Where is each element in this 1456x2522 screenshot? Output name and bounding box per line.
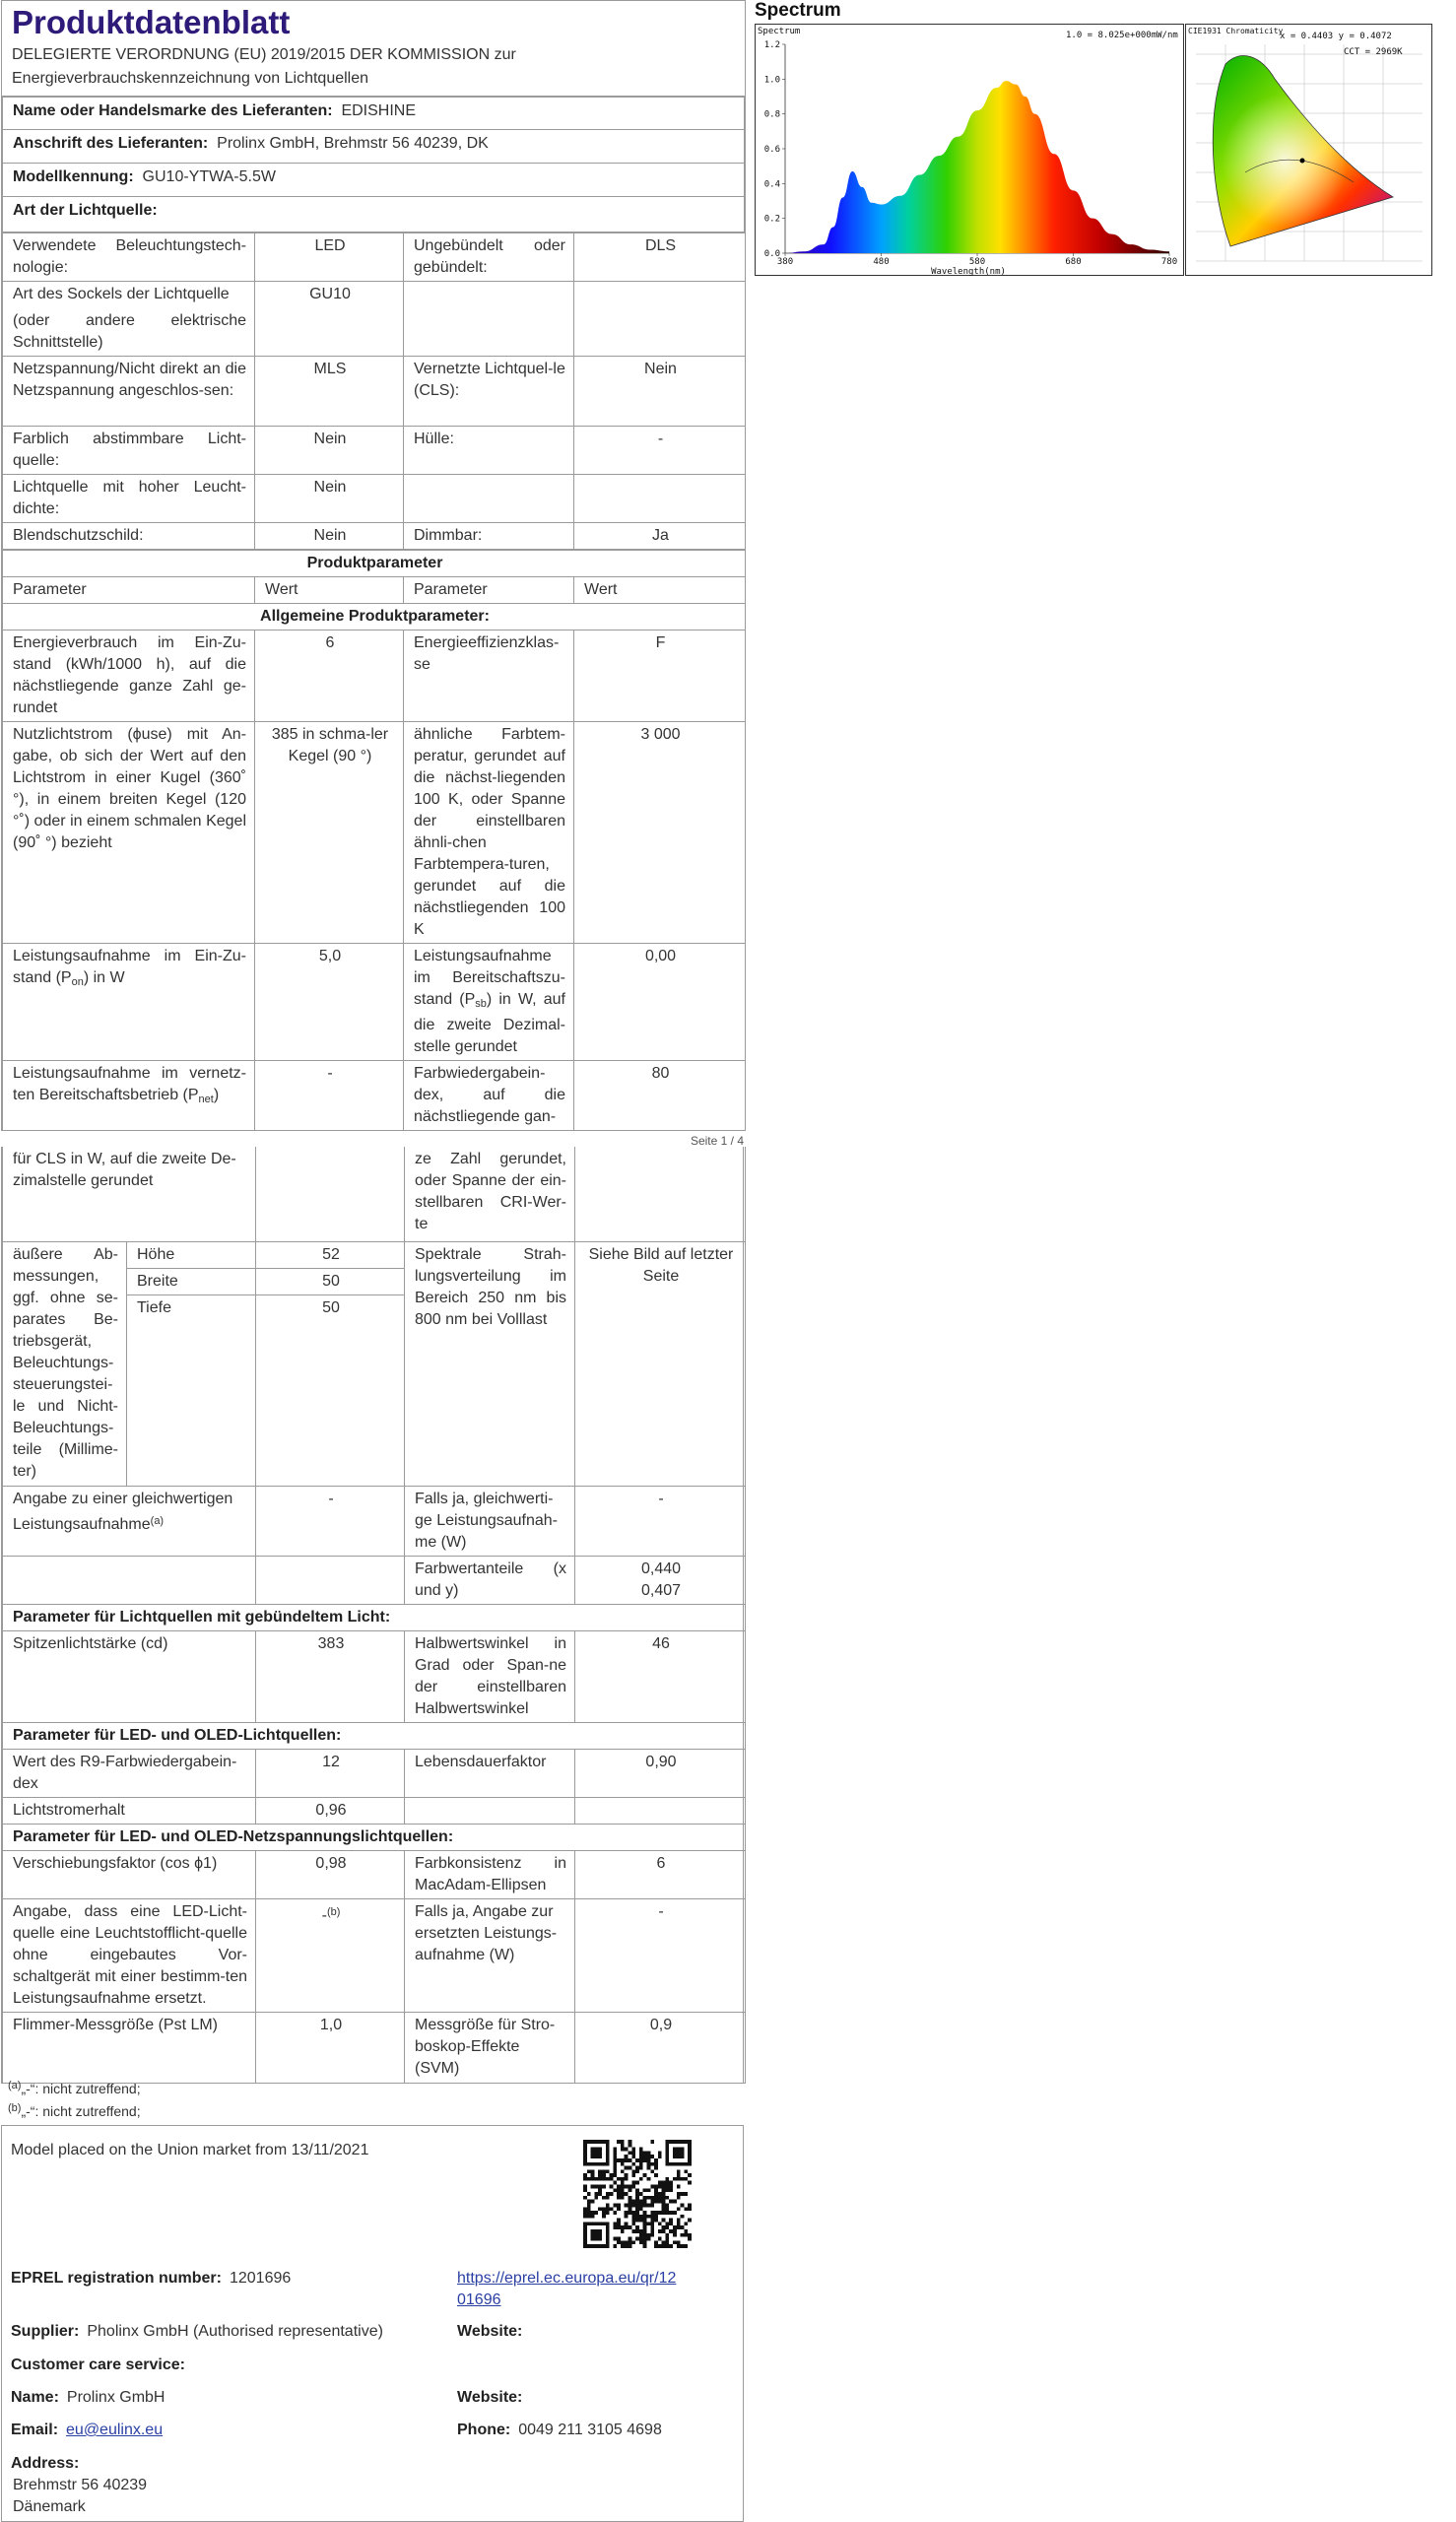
param-cell: Falls ja, Angabe zur ersetzten Leistungs-aufnahme (W) <box>405 1898 575 2012</box>
general-parameters-heading: Allgemeine Produktparameter: <box>3 604 746 630</box>
value-text: - <box>321 1906 327 1924</box>
table-row <box>3 1797 746 1824</box>
value-cell <box>574 475 746 523</box>
footnote-ref: (a) <box>150 1514 165 1527</box>
table-row <box>3 523 746 550</box>
param-cell: Energieeffizienzklas-se <box>404 630 574 722</box>
y-tick-label: 0.0 <box>763 249 780 259</box>
spectrum-inner-label: Spectrum <box>758 27 801 36</box>
value-cell: 0,90 <box>575 1749 746 1797</box>
column-header-row <box>3 577 746 604</box>
eprel-number <box>11 2268 291 2290</box>
param-cell: Verwendete Beleuchtungstech-nologie: <box>3 233 255 282</box>
param-cell: Flimmer-Messgröße (Pst LM) <box>3 2012 256 2083</box>
value-cell: 383 <box>256 1630 405 1722</box>
value-cell: 46 <box>575 1630 746 1722</box>
datasheet-page-1 <box>1 0 746 1131</box>
directional-heading: Parameter für Lichtquellen mit gebündeltem Licht: <box>3 1604 746 1630</box>
supplier-name-value: EDISHINE <box>341 102 417 120</box>
param-text: Leistungsaufnahme im Bereitschaftszu-stand (P <box>414 948 565 1009</box>
eprel-link[interactable] <box>457 2268 676 2311</box>
value-cell <box>256 1147 405 1241</box>
email-link[interactable]: eu@eulinx.eu <box>66 2422 164 2438</box>
light-source-type-heading <box>3 197 745 232</box>
param-cell <box>404 475 574 523</box>
value-cell: 1,0 <box>256 2012 405 2083</box>
param-text-sub: (oder andere elektrische Schnittstelle) <box>13 312 246 352</box>
y-tick-label: 0.8 <box>763 109 780 120</box>
param-subscript: sb <box>475 998 487 1011</box>
value-cell: - <box>575 1486 746 1556</box>
website-label: Website: <box>457 2323 523 2340</box>
table-row <box>3 944 746 1061</box>
customer-care-label: Customer care service: <box>11 2356 185 2373</box>
y-tick-label: 0.2 <box>763 214 780 225</box>
chromaticity-x: 0,440 <box>640 1560 682 1577</box>
value-cell: 0,96 <box>256 1797 405 1824</box>
address-heading <box>11 2453 87 2475</box>
param-cell: Wert des R9-Farbwiedergabein-dex <box>3 1749 256 1797</box>
value-cell: F <box>574 630 746 722</box>
cie-svg <box>1186 25 1433 277</box>
page-number: Seite 1 / 4 <box>690 1134 744 1148</box>
value-cell: Nein <box>574 357 746 427</box>
header <box>2 0 745 97</box>
value-cell: MLS <box>255 357 404 427</box>
value-cell <box>256 1898 405 2012</box>
address-line-1: Brehmstr 56 40239 <box>13 2477 148 2493</box>
supplier-table <box>2 97 745 232</box>
table-row <box>3 282 746 357</box>
param-cell: Blendschutzschild: <box>3 523 255 550</box>
y-tick-label: 1.0 <box>763 75 780 86</box>
table-row <box>3 1061 746 1131</box>
table-row <box>3 475 746 523</box>
value-cell: LED <box>255 233 404 282</box>
param-cell: Vernetzte Lichtquel-le (CLS): <box>404 357 574 427</box>
website-line-1 <box>457 2321 530 2343</box>
param-cell: ze Zahl gerundet, oder Spanne der ein-stellbaren CRI-Wer-te <box>405 1147 575 1241</box>
value-cell: DLS <box>574 233 746 282</box>
regulation-line-1: DELEGIERTE VERORDNUNG (EU) 2019/2015 DER KOMMISSION zur <box>12 45 516 63</box>
eprel-info-box <box>1 2125 744 2522</box>
footnote-b-text: „-“: nicht zutreffend; <box>21 2103 141 2119</box>
value-cell: 3 000 <box>574 722 746 944</box>
phone-value: 0049 211 3105 4698 <box>518 2422 662 2438</box>
param-cell: Falls ja, gleichwerti-ge Leistungsaufnah-me (W) <box>405 1486 575 1556</box>
chromaticity-point <box>1300 159 1305 164</box>
footnotes <box>8 2076 141 2121</box>
y-tick-label: 0.4 <box>763 179 780 190</box>
supplier-address-value: Prolinx GmbH, Brehmstr 56 40239, DK <box>217 135 489 153</box>
website-label: Website: <box>457 2389 523 2406</box>
dimension-height-value: 52 <box>256 1241 405 1268</box>
x-tick-label: 680 <box>1065 257 1082 267</box>
value-cell <box>575 1147 746 1241</box>
value-cell: - <box>255 1061 404 1131</box>
param-cell: Spitzenlichtstärke (cd) <box>3 1630 256 1722</box>
y-tick-label: 0.6 <box>763 145 780 155</box>
param-subscript: net <box>198 1094 214 1106</box>
param-text: ) in W <box>83 969 125 987</box>
footnote-ref: (b) <box>326 1905 341 1918</box>
param-cell <box>3 944 255 1061</box>
column-header-value: Wert <box>574 577 746 604</box>
name-line <box>11 2387 165 2409</box>
param-cell <box>404 944 574 1061</box>
cie-cct-readout: CCT = 2969K <box>1344 47 1403 57</box>
model-row <box>3 164 745 197</box>
cie-chart <box>1185 24 1432 276</box>
cie-xy-readout: x = 0.4403 y = 0.4072 <box>1280 32 1392 41</box>
param-cell: Nutzlichtstrom (ϕuse) mit An-gabe, ob sich der Wert auf den Lichtstrom in einer Kugel (360˚ °), in einem breiten Kegel (120 °˚) oder in einem schmalen Kegel (90˚ °) bezieht <box>3 722 255 944</box>
param-cell: Angabe, dass eine LED-Licht-quelle eine Leuchtstofflicht-quelle ohne eingebautes Vor-schaltgerät mit einer bestimm-ten Leistungsaufnahme ersetzt. <box>3 1898 256 2012</box>
value-cell: - <box>256 1486 405 1556</box>
chromaticity-y: 0,407 <box>640 1581 682 1599</box>
param-text: Art des Sockels der Lichtquelle <box>13 286 230 303</box>
param-cell: Netzspannung/Nicht direkt an die Netzspannung angeschlos-sen: <box>3 357 255 427</box>
supplier-value: Pholinx GmbH (Authorised representative) <box>87 2323 383 2340</box>
table-row <box>3 1749 746 1797</box>
spectrum-area <box>785 81 1169 253</box>
dimension-width-label: Breite <box>127 1268 256 1294</box>
chromaticity-value <box>575 1556 746 1604</box>
param-cell: Energieverbrauch im Ein-Zu-stand (kWh/1000 h), auf die nächstliegende ganze Zahl ge-rundet <box>3 630 255 722</box>
param-cell <box>3 282 255 357</box>
dimension-height-label: Höhe <box>127 1241 256 1268</box>
supplier-name-label: Name oder Handelsmarke des Lieferanten: <box>13 102 333 120</box>
value-cell: - <box>574 427 746 475</box>
param-cell <box>3 1061 255 1131</box>
table-row <box>3 630 746 722</box>
column-header-value: Wert <box>255 577 404 604</box>
address-line-2: Dänemark <box>13 2498 86 2515</box>
light-source-type-label: Art der Lichtquelle: <box>13 202 158 220</box>
led-heading: Parameter für LED- und OLED-Lichtquellen: <box>3 1722 746 1749</box>
x-tick-label: 580 <box>968 257 986 267</box>
spectrum-svg <box>756 25 1185 277</box>
name-label: Name: <box>11 2389 59 2406</box>
supplier-address-row <box>3 130 745 164</box>
light-source-type-table <box>2 232 746 550</box>
dimensions-label: äußere Ab-messungen, ggf. ohne se-parates Be-triebsgerät, Beleuchtungs-steuerungstei-le und Nicht-Beleuchtungs-teile (Millime-ter) <box>3 1241 127 1486</box>
value-cell: 6 <box>255 630 404 722</box>
email-label: Email: <box>11 2422 59 2438</box>
value-cell <box>574 282 746 357</box>
param-cell: Dimmbar: <box>404 523 574 550</box>
customer-care-line <box>11 2355 193 2376</box>
value-cell: 0,98 <box>256 1850 405 1898</box>
value-cell <box>575 1797 746 1824</box>
param-cell: Farblich abstimmbare Licht-quelle: <box>3 427 255 475</box>
regulation-line-2: Energieverbrauchskennzeichnung von Lichtquellen <box>12 69 369 87</box>
param-cell <box>3 1556 256 1604</box>
name-value: Prolinx GmbH <box>66 2389 165 2406</box>
phone-label: Phone: <box>457 2422 511 2438</box>
value-cell: 12 <box>256 1749 405 1797</box>
spectral-distribution-label: Spektrale Strah-lungsverteilung im Bereich 250 nm bis 800 nm bei Volllast <box>405 1241 575 1486</box>
address-label: Address: <box>11 2455 80 2472</box>
value-cell: 0,9 <box>575 2012 746 2083</box>
eprel-label: EPREL registration number: <box>11 2270 222 2287</box>
mains-heading: Parameter für LED- und OLED-Netzspannungslichtquellen: <box>3 1824 746 1850</box>
cie-title: CIE1931 Chromaticity <box>1188 27 1284 35</box>
param-cell: Farbkonsistenz in MacAdam-Ellipsen <box>405 1850 575 1898</box>
spectrum-chart <box>755 24 1184 276</box>
value-cell <box>256 1556 405 1604</box>
table-row <box>3 1486 746 1556</box>
spectrum-heading: Spectrum <box>755 0 841 21</box>
param-cell <box>404 282 574 357</box>
value-cell: 0,00 <box>574 944 746 1061</box>
chromaticity-label: Farbwertanteile (x und y) <box>405 1556 575 1604</box>
footnote-a <box>8 2076 141 2098</box>
cie-white-region <box>1213 56 1393 246</box>
param-cell: Farbwiedergabein-dex, auf die nächstliegende gan- <box>404 1061 574 1131</box>
table-row <box>3 1898 746 2012</box>
footnote-b-mark: (b) <box>8 2102 22 2114</box>
value-cell: 385 in schma-ler Kegel (90 °) <box>255 722 404 944</box>
website-line-2 <box>457 2387 530 2409</box>
page-title: Produktdatenblatt <box>12 4 291 40</box>
eprel-value: 1201696 <box>229 2270 292 2287</box>
email-line <box>11 2420 163 2441</box>
x-tick-label: 480 <box>873 257 890 267</box>
param-text: Leistungsaufnahme im vernetz-ten Bereitschaftsbetrieb (P <box>13 1065 246 1104</box>
x-tick-label: 780 <box>1160 257 1178 267</box>
y-tick-label: 1.2 <box>763 40 780 50</box>
param-cell <box>3 1486 256 1556</box>
eprel-link-line-2[interactable]: 01696 <box>457 2291 501 2308</box>
market-date: Model placed on the Union market from 13/11/2021 <box>11 2142 369 2158</box>
datasheet-page-2 <box>1 1147 744 2084</box>
value-cell: 80 <box>574 1061 746 1131</box>
value-cell: 6 <box>575 1850 746 1898</box>
eprel-link-line-1[interactable]: https://eprel.ec.europa.eu/qr/12 <box>457 2270 677 2287</box>
supplier-address-label: Anschrift des Lieferanten: <box>13 135 209 153</box>
footnote-b <box>8 2098 141 2121</box>
dimension-width-value: 50 <box>256 1268 405 1294</box>
param-cell: für CLS in W, auf die zweite De-zimalstelle gerundet <box>3 1147 256 1241</box>
model-label: Modellkennung: <box>13 168 134 186</box>
param-cell: ähnliche Farbtem-peratur, gerundet auf die nächst-liegenden 100 K, oder Spanne der einstellbaren ähnli-chen Farbtempera-turen, gerundet auf die nächstliegenden 100 K <box>404 722 574 944</box>
param-cell: Lichtquelle mit hoher Leucht-dichte: <box>3 475 255 523</box>
param-cell: Ungebündelt oder gebündelt: <box>404 233 574 282</box>
footnote-a-text: „-“: nicht zutreffend; <box>21 2081 141 2096</box>
param-subscript: on <box>71 976 84 989</box>
spectrum-x-label: Wavelength(nm) <box>931 267 1006 277</box>
param-cell: Hülle: <box>404 427 574 475</box>
param-cell <box>405 1797 575 1824</box>
param-cell: Lichtstromerhalt <box>3 1797 256 1824</box>
param-cell: Lebensdauerfaktor <box>405 1749 575 1797</box>
value-cell: GU10 <box>255 282 404 357</box>
qr-code-icon[interactable] <box>583 2140 692 2248</box>
table-row <box>3 357 746 427</box>
value-cell: Nein <box>255 475 404 523</box>
param-cell: Messgröße für Stro-boskop-Effekte (SVM) <box>405 2012 575 2083</box>
table-row <box>3 1241 746 1268</box>
dimension-depth-label: Tiefe <box>127 1294 256 1486</box>
product-parameters-table <box>2 550 746 1130</box>
column-header-param: Parameter <box>3 577 255 604</box>
supplier-label: Supplier: <box>11 2323 80 2340</box>
supplier-line <box>11 2321 383 2343</box>
dimension-depth-value: 50 <box>256 1294 405 1486</box>
column-header-param: Parameter <box>404 577 574 604</box>
footnote-a-mark: (a) <box>8 2080 22 2091</box>
x-tick-label: 380 <box>776 257 794 267</box>
spectrum-scale-text: 1.0 = 8.025e+000mW/nm <box>1066 31 1178 40</box>
table-row <box>3 427 746 475</box>
supplier-name-row <box>3 98 745 130</box>
model-value: GU10-YTWA-5.5W <box>142 168 276 186</box>
table-row <box>3 1630 746 1722</box>
table-row <box>3 1556 746 1604</box>
phone-line <box>457 2420 662 2441</box>
continued-parameters-table <box>2 1147 746 2084</box>
table-row <box>3 2012 746 2083</box>
product-parameters-heading: Produktparameter <box>3 551 746 577</box>
spectral-distribution-value: Siehe Bild auf letzter Seite <box>575 1241 746 1486</box>
param-cell: Halbwertswinkel in Grad oder Span-ne der einstellbaren Halbwertswinkel <box>405 1630 575 1722</box>
value-cell: Nein <box>255 523 404 550</box>
value-cell: Nein <box>255 427 404 475</box>
param-text: ) in W, auf die zweite Dezimal-stelle gerundet <box>414 991 565 1056</box>
table-row <box>3 233 746 282</box>
table-row <box>3 1147 746 1241</box>
param-text: Angabe zu einer gleichwertigen Leistungsaufnahme <box>13 1490 233 1533</box>
table-row <box>3 722 746 944</box>
param-cell: Verschiebungsfaktor (cos ϕ1) <box>3 1850 256 1898</box>
param-text: ) <box>213 1087 220 1104</box>
param-text: Leistungsaufnahme im Ein-Zu-stand (P <box>13 948 246 987</box>
value-cell: 5,0 <box>255 944 404 1061</box>
value-cell: - <box>575 1898 746 2012</box>
table-row <box>3 1850 746 1898</box>
value-cell: Ja <box>574 523 746 550</box>
